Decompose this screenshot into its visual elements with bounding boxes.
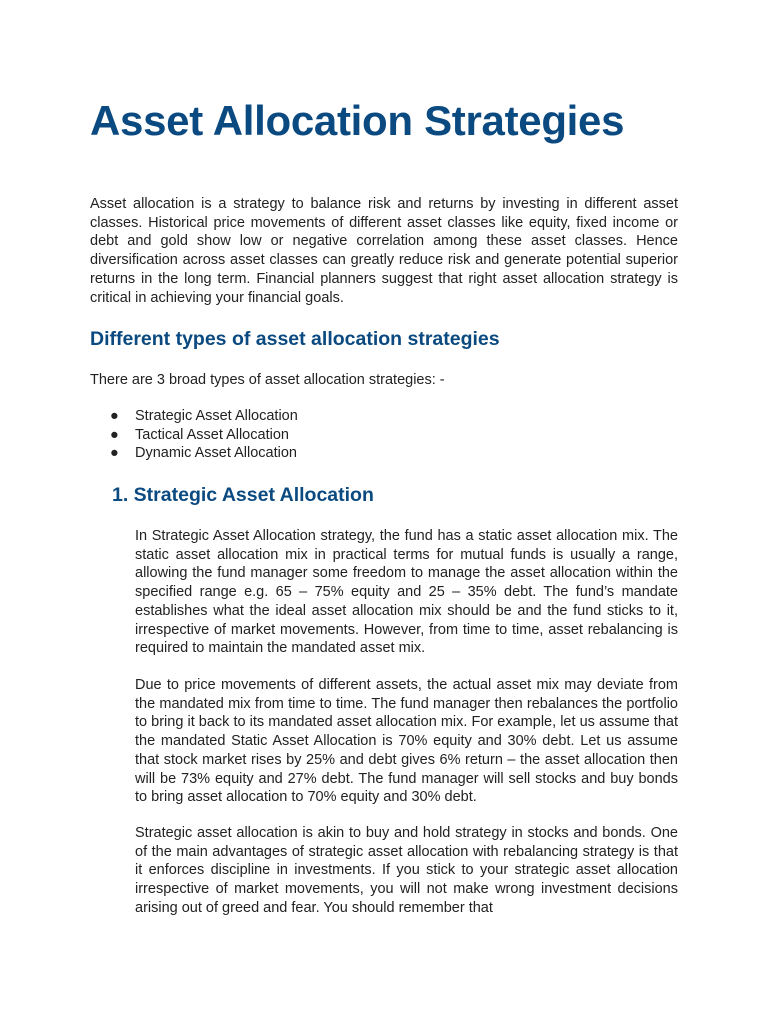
section-heading-types: Different types of asset allocation strategies	[90, 328, 500, 350]
strategic-paragraph-2: Due to price movements of different assets, the actual asset mix may deviate from the mandated mix from time to time. The fund manager then rebalances the portfolio to bring it back to its mandated asset allocation mix. For example, let us assume that the mandated Static Asset Allocation is 70% equity and 30% debt. Let us assume that stock market rises by 25% and debt gives 6% return – the asset allocation then will be 73% equity and 27% debt. The fund manager will sell stocks and buy bonds to bring asset allocation to 70% equity and 30% debt.	[135, 677, 678, 806]
document-title: Asset Allocation Strategies	[90, 97, 625, 144]
list-item-label: Strategic Asset Allocation	[135, 408, 298, 424]
bullet-icon: ●	[110, 445, 119, 462]
list-item	[110, 426, 298, 445]
types-lead-text: There are 3 broad types of asset allocation strategies: -	[90, 372, 445, 388]
list-item-label: Tactical Asset Allocation	[135, 426, 289, 443]
strategic-paragraph-3: Strategic asset allocation is akin to buy and hold strategy in stocks and bonds. One of the main advantages of strategic asset allocation with rebalancing strategy is that it enforces discipline in investments. If you stick to your strategic asset allocation irrespective of market movements, you will not make wrong investment decisions arising out of greed and fear. You should remember that	[135, 825, 678, 916]
strategic-paragraph-1: In Strategic Asset Allocation strategy, the fund has a static asset allocation mix. The static asset allocation mix in practical terms for mutual funds is usually a range, allowing the fund manager some freedom to manage the asset allocation within the specified range e.g. 65 – 75% equity and 25 – 35% debt. The fund’s mandate establishes what the ideal asset allocation mix should be and the fund sticks to it, irrespective of market movements. However, from time to time, asset rebalancing is required to maintain the mandated asset mix.	[135, 528, 678, 657]
list-item	[110, 444, 298, 463]
list-item	[110, 407, 298, 426]
bullet-icon: ●	[110, 426, 119, 443]
list-item-label: Dynamic Asset Allocation	[135, 445, 297, 462]
bullet-icon: ●	[110, 408, 119, 424]
intro-paragraph: Asset allocation is a strategy to balance risk and returns by investing in different asset classes. Historical price movements of different asset classes like equity, fixed income or debt and gold show low or negative correlation among these asset classes. Hence diversification across asset classes can greatly reduce risk and generate potential superior returns in the long term. Financial planners suggest that right asset allocation strategy is critical in achieving your financial goals.	[90, 196, 678, 306]
document-page	[90, 92, 678, 916]
section-heading-strategic: 1. Strategic Asset Allocation	[112, 484, 374, 506]
strategy-types-list	[110, 407, 298, 463]
